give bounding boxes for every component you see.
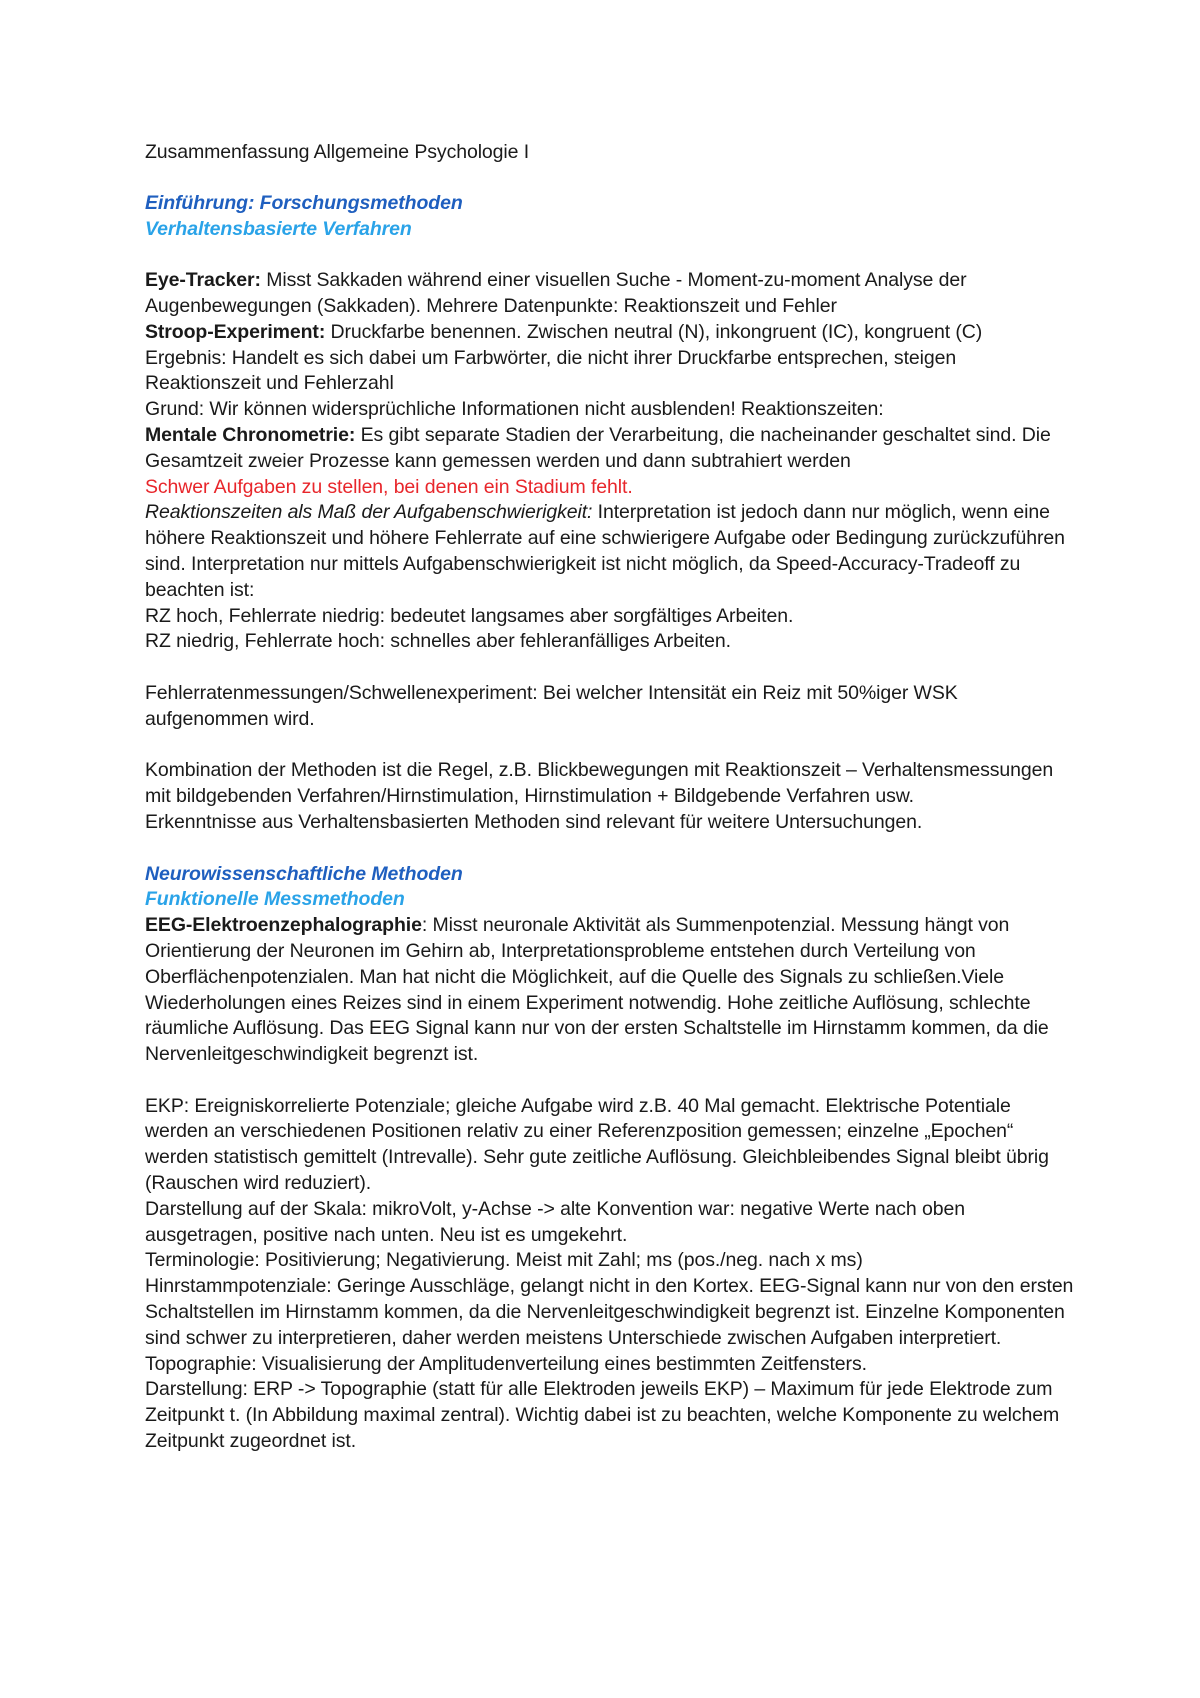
spacer	[145, 1068, 1075, 1094]
term-stroop: Stroop-Experiment:	[145, 320, 326, 343]
section-heading-neurowissenschaftliche-methoden: Neurowissenschaftliche Methoden	[145, 862, 463, 885]
text-reaktionszeiten: Interpretation ist jedoch dann nur möglich, wenn eine höhere Reaktionszeit und höhere Fehlerrate auf eine schwierigere Aufgabe oder Bedingung zurückzuführen sind. Interpretation nur mittels Aufgabenschwierigkeit ist nicht möglich, da Speed-Accuracy-Tradeoff zu beachten ist:	[145, 501, 1065, 601]
text-mentale-chronometrie: Es gibt separate Stadien der Verarbeitung, die nacheinander geschaltet sind. Die Gesamtzeit zweier Prozesse kann gemessen werden und dann subtrahiert werden	[145, 423, 1051, 472]
paragraph-terminologie: Terminologie: Positivierung; Negativierung. Meist mit Zahl; ms (pos./neg. nach x ms)	[145, 1249, 863, 1272]
spacer	[145, 655, 1075, 681]
subheading-verhaltensbasierte-verfahren: Verhaltensbasierte Verfahren	[145, 217, 412, 240]
paragraph-grund: Grund: Wir können widersprüchliche Informationen nicht ausblenden! Reaktionszeiten:	[145, 398, 884, 421]
document-title: Zusammenfassung Allgemeine Psychologie I	[145, 141, 530, 163]
paragraph-reaktionszeiten	[145, 500, 1075, 603]
paragraph-eye-tracker	[145, 268, 1075, 320]
spacer	[145, 242, 1075, 268]
paragraph-ergebnis: Ergebnis: Handelt es sich dabei um Farbwörter, die nicht ihrer Druckfarbe entsprechen, steigen Reaktionszeit und Fehlerzahl	[145, 346, 957, 395]
text-stroop: Druckfarbe benennen. Zwischen neutral (N), inkongruent (IC), kongruent (C)	[325, 320, 983, 343]
paragraph-topographie: Topographie: Visualisierung der Amplitudenverteilung eines bestimmten Zeitfensters.	[145, 1352, 867, 1375]
text-eye-tracker: Misst Sakkaden während einer visuellen Suche - Moment-zu-moment Analyse der Augenbewegungen (Sakkaden). Mehrere Datenpunkte: Reaktionszeit und Fehler	[145, 269, 967, 317]
paragraph-mentale-chronometrie	[145, 423, 1075, 475]
paragraph-ekp: EKP: Ereigniskorrelierte Potenziale; gleiche Aufgabe wird z.B. 40 Mal gemacht. Elektrische Potentiale werden an verschiedenen Positionen relativ zu einer Referenzposition gemessen; einzelne „Epochen“ werden statistisch gemittelt (Intrevalle). Sehr gute zeitliche Auflösung. Gleichbleibendes Signal bleibt übrig (Rauschen wird reduziert).	[145, 1094, 1049, 1195]
text-eeg: : Misst neuronale Aktivität als Summenpotenzial. Messung hängt von Orientierung der Neuronen im Gehirn ab, Interpretationsprobleme entstehen durch Verteilung von Oberflächenpotenzialen. Man hat nicht die Möglichkeit, auf die Quelle des Signals zu schließen.Viele Wiederholungen eines Reizes sind in einem Experiment notwendig. Hohe zeitliche Auflösung, schlechte räumliche Auflösung. Das EEG Signal kann nur von der ersten Schaltstelle im Hirnstamm kommen, da die Nervenleitgeschwindigkeit begrenzt ist.	[145, 914, 1049, 1066]
paragraph-darstellung-erp: Darstellung: ERP -> Topographie (statt für alle Elektroden jeweils EKP) – Maximum für jede Elektrode zum Zeitpunkt t. (In Abbildung maximal zentral). Wichtig dabei ist zu beachten, welche Komponente zu welchem Zeitpunkt zugeordnet ist.	[145, 1378, 1060, 1453]
red-note: Schwer Aufgaben zu stellen, bei denen ein Stadium fehlt.	[145, 475, 633, 498]
term-eye-tracker: Eye-Tracker:	[145, 269, 261, 292]
paragraph-rz-hoch: RZ hoch, Fehlerrate niedrig: bedeutet langsames aber sorgfältiges Arbeiten.	[145, 604, 794, 627]
spacer	[145, 836, 1075, 862]
paragraph-rz-niedrig: RZ niedrig, Fehlerrate hoch: schnelles aber fehleranfälliges Arbeiten.	[145, 630, 731, 653]
paragraph-hirnstammpotenziale: Hinrstammpotenziale: Geringe Ausschläge, gelangt nicht in den Kortex. EEG-Signal kann nur von den ersten Schaltstellen im Hirnstamm kommen, da die Nervenleitgeschwindigkeit begrenzt ist. Einzelne Komponenten sind schwer zu interpretieren, daher werden meistens Unterschiede zwischen Aufgaben interpretiert.	[145, 1275, 1074, 1349]
paragraph-stroop	[145, 320, 1075, 346]
paragraph-erkenntnisse: Erkenntnisse aus Verhaltensbasierten Methoden sind relevant für weitere Untersuchungen.	[145, 810, 923, 833]
subheading-funktionelle-messmethoden: Funktionelle Messmethoden	[145, 888, 405, 911]
section-heading-forschungsmethoden: Einführung: Forschungsmethoden	[145, 191, 463, 214]
document-page	[145, 140, 1075, 1455]
term-mentale-chronometrie: Mentale Chronometrie:	[145, 423, 356, 446]
paragraph-eeg	[145, 913, 1075, 1068]
spacer	[145, 733, 1075, 759]
paragraph-schwellenexperiment: Fehlerratenmessungen/Schwellenexperiment: Bei welcher Intensität ein Reiz mit 50%iger WSK aufgenommen wird.	[145, 681, 958, 730]
term-eeg: EEG-Elektroenzephalographie	[145, 914, 422, 937]
paragraph-kombination: Kombination der Methoden ist die Regel, z.B. Blickbewegungen mit Reaktionszeit – Verhaltensmessungen mit bildgebenden Verfahren/Hirnstimulation, Hirnstimulation + Bildgebende Verfahren usw.	[145, 759, 1054, 808]
paragraph-darstellung-skala: Darstellung auf der Skala: mikroVolt, y-Achse -> alte Konvention war: negative Werte nach oben ausgetragen, positive nach unten. Neu ist es umgekehrt.	[145, 1197, 965, 1246]
term-reaktionszeiten: Reaktionszeiten als Maß der Aufgabenschwierigkeit:	[145, 501, 593, 524]
